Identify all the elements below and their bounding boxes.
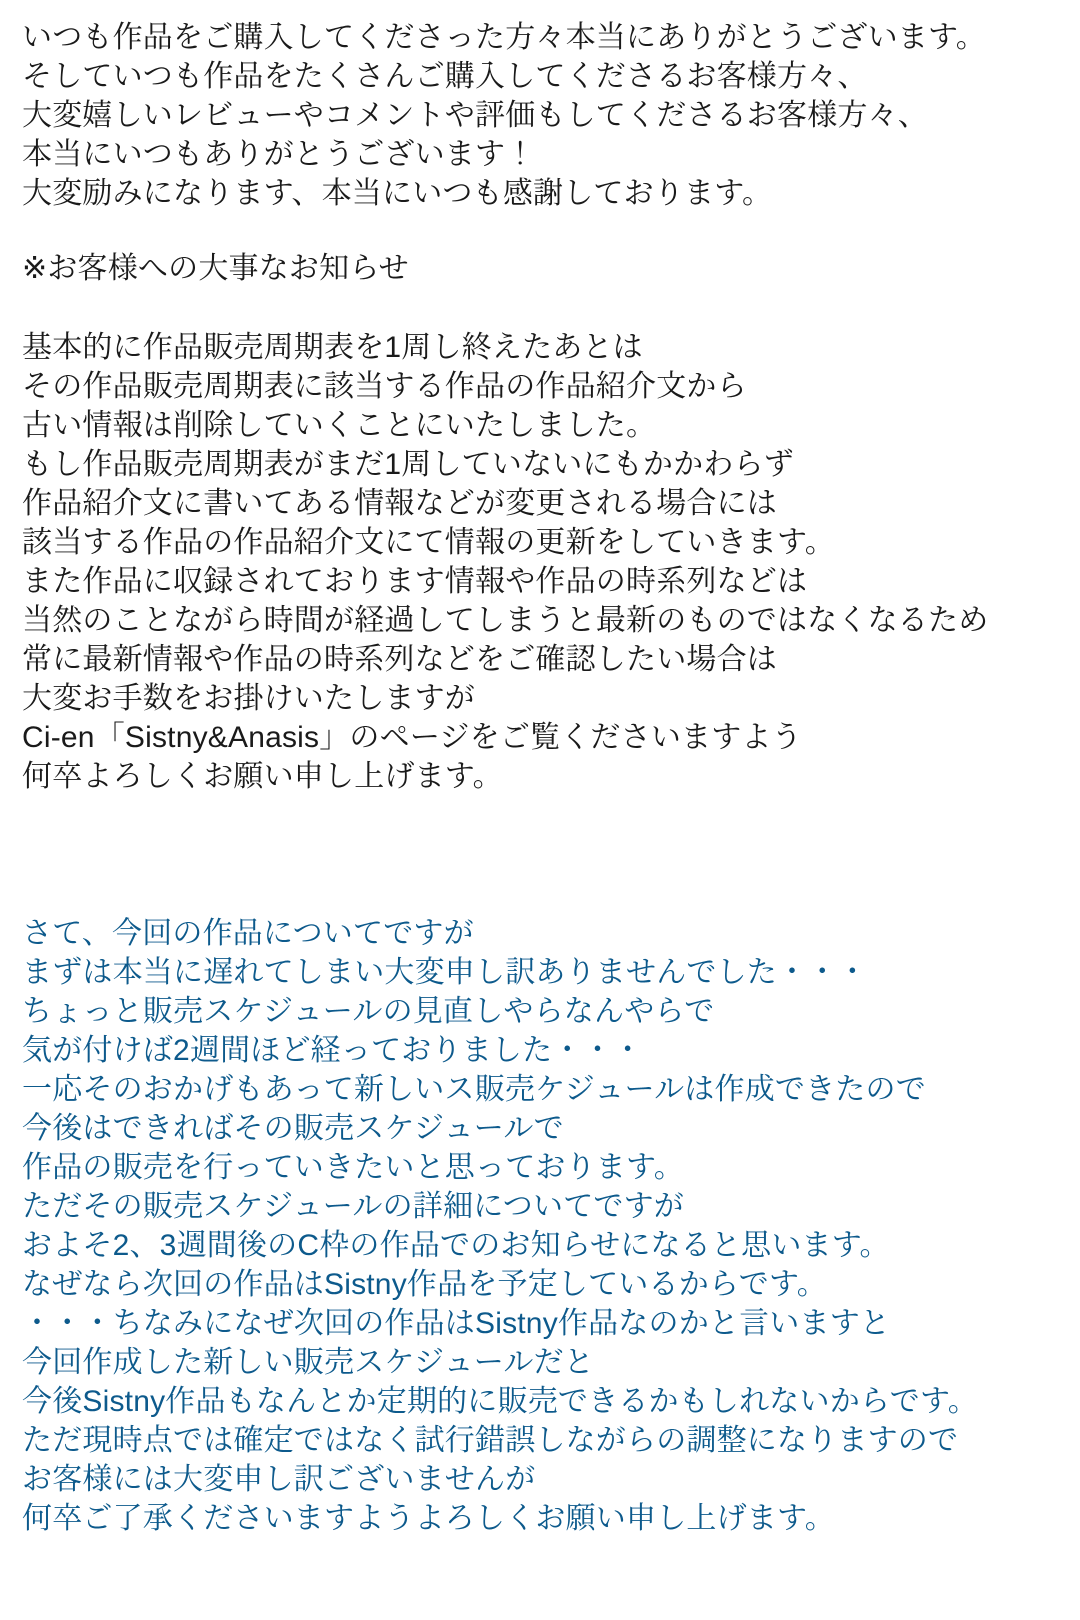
text-line: 何卒よろしくお願い申し上げます。 (22, 760, 503, 793)
text-line: そしていつも作品をたくさんご購入してくださるお客様方々、 (22, 60, 868, 93)
text-line: 大変嬉しいレビューやコメントや評価もしてくださるお客様方々、 (22, 99, 928, 132)
notice-body-paragraph (22, 328, 1058, 796)
text-line: 作品の販売を行っていきたいと思っております。 (22, 1151, 684, 1184)
text-line: およそ2、3週間後のC枠の作品でのお知らせになると思います。 (22, 1229, 890, 1262)
text-line: その作品販売周期表に該当する作品の作品紹介文から (22, 370, 747, 403)
text-line: 基本的に作品販売周期表を1周し終えたあとは (22, 331, 643, 364)
text-line: 大変励みになります、本当にいつも感謝しております。 (22, 177, 773, 210)
text-line: 常に最新情報や作品の時系列などをご確認したい場合は (22, 643, 777, 676)
text-line: 当然のことながら時間が経過してしまうと最新のものではなくなるため (22, 604, 989, 637)
text-line: 該当する作品の作品紹介文にて情報の更新をしていきます。 (22, 526, 835, 559)
text-line: 今後はできればその販売スケジュールで (22, 1112, 564, 1145)
paragraph-spacer (22, 288, 1058, 328)
text-line: 大変お手数をお掛けいたしますが (22, 682, 475, 715)
text-line: 古い情報は削除していくことにいたしました。 (22, 409, 657, 442)
text-line: Ci-en「Sistny&Anasis」のページをご覧くださいますよう (22, 721, 802, 754)
text-line: もし作品販売周期表がまだ1周していないにもかかわらず (22, 448, 794, 481)
text-line: ちょっと販売スケジュールの見直しやらなんやらで (22, 995, 715, 1028)
text-line: 今回作成した新しい販売スケジュールだと (22, 1346, 594, 1379)
text-line: ただ現時点では確定ではなく試行錯誤しながらの調整になりますので (22, 1424, 959, 1457)
paragraph-spacer (22, 213, 1058, 249)
notice-heading (22, 249, 1058, 288)
text-line: なぜなら次回の作品はSistny作品を予定しているからです。 (22, 1268, 827, 1301)
text-line: ※お客様への大事なお知らせ (22, 252, 409, 285)
text-line: 作品紹介文に書いてある情報などが変更される場合には (22, 487, 777, 520)
text-line: まずは本当に遅れてしまい大変申し訳ありませんでした・・・ (22, 956, 868, 989)
section-spacer (22, 796, 1058, 914)
text-line: また作品に収録されております情報や作品の時系列などは (22, 565, 808, 598)
text-line: いつも作品をご購入してくださった方々本当にありがとうございます。 (22, 21, 986, 54)
text-line: お客様には大変申し訳ございませんが (22, 1463, 536, 1496)
about-this-work-paragraph (22, 914, 1058, 1538)
text-line: ・・・ちなみになぜ次回の作品はSistny作品なのかと言いますと (22, 1307, 891, 1340)
text-line: さて、今回の作品についてですが (22, 917, 474, 950)
text-line: 気が付けば2週間ほど経っておりました・・・ (22, 1034, 643, 1067)
text-line: ただその販売スケジュールの詳細についてですが (22, 1190, 684, 1223)
thanks-paragraph (22, 18, 1058, 213)
text-line: 本当にいつもありがとうございます！ (22, 138, 536, 171)
text-line: 今後Sistny作品もなんとか定期的に販売できるかもしれないからです。 (22, 1385, 978, 1418)
text-line: 一応そのおかげもあって新しいス販売ケジュールは作成できたので (22, 1073, 926, 1106)
text-line: 何卒ご了承くださいますようよろしくお願い申し上げます。 (22, 1502, 835, 1535)
